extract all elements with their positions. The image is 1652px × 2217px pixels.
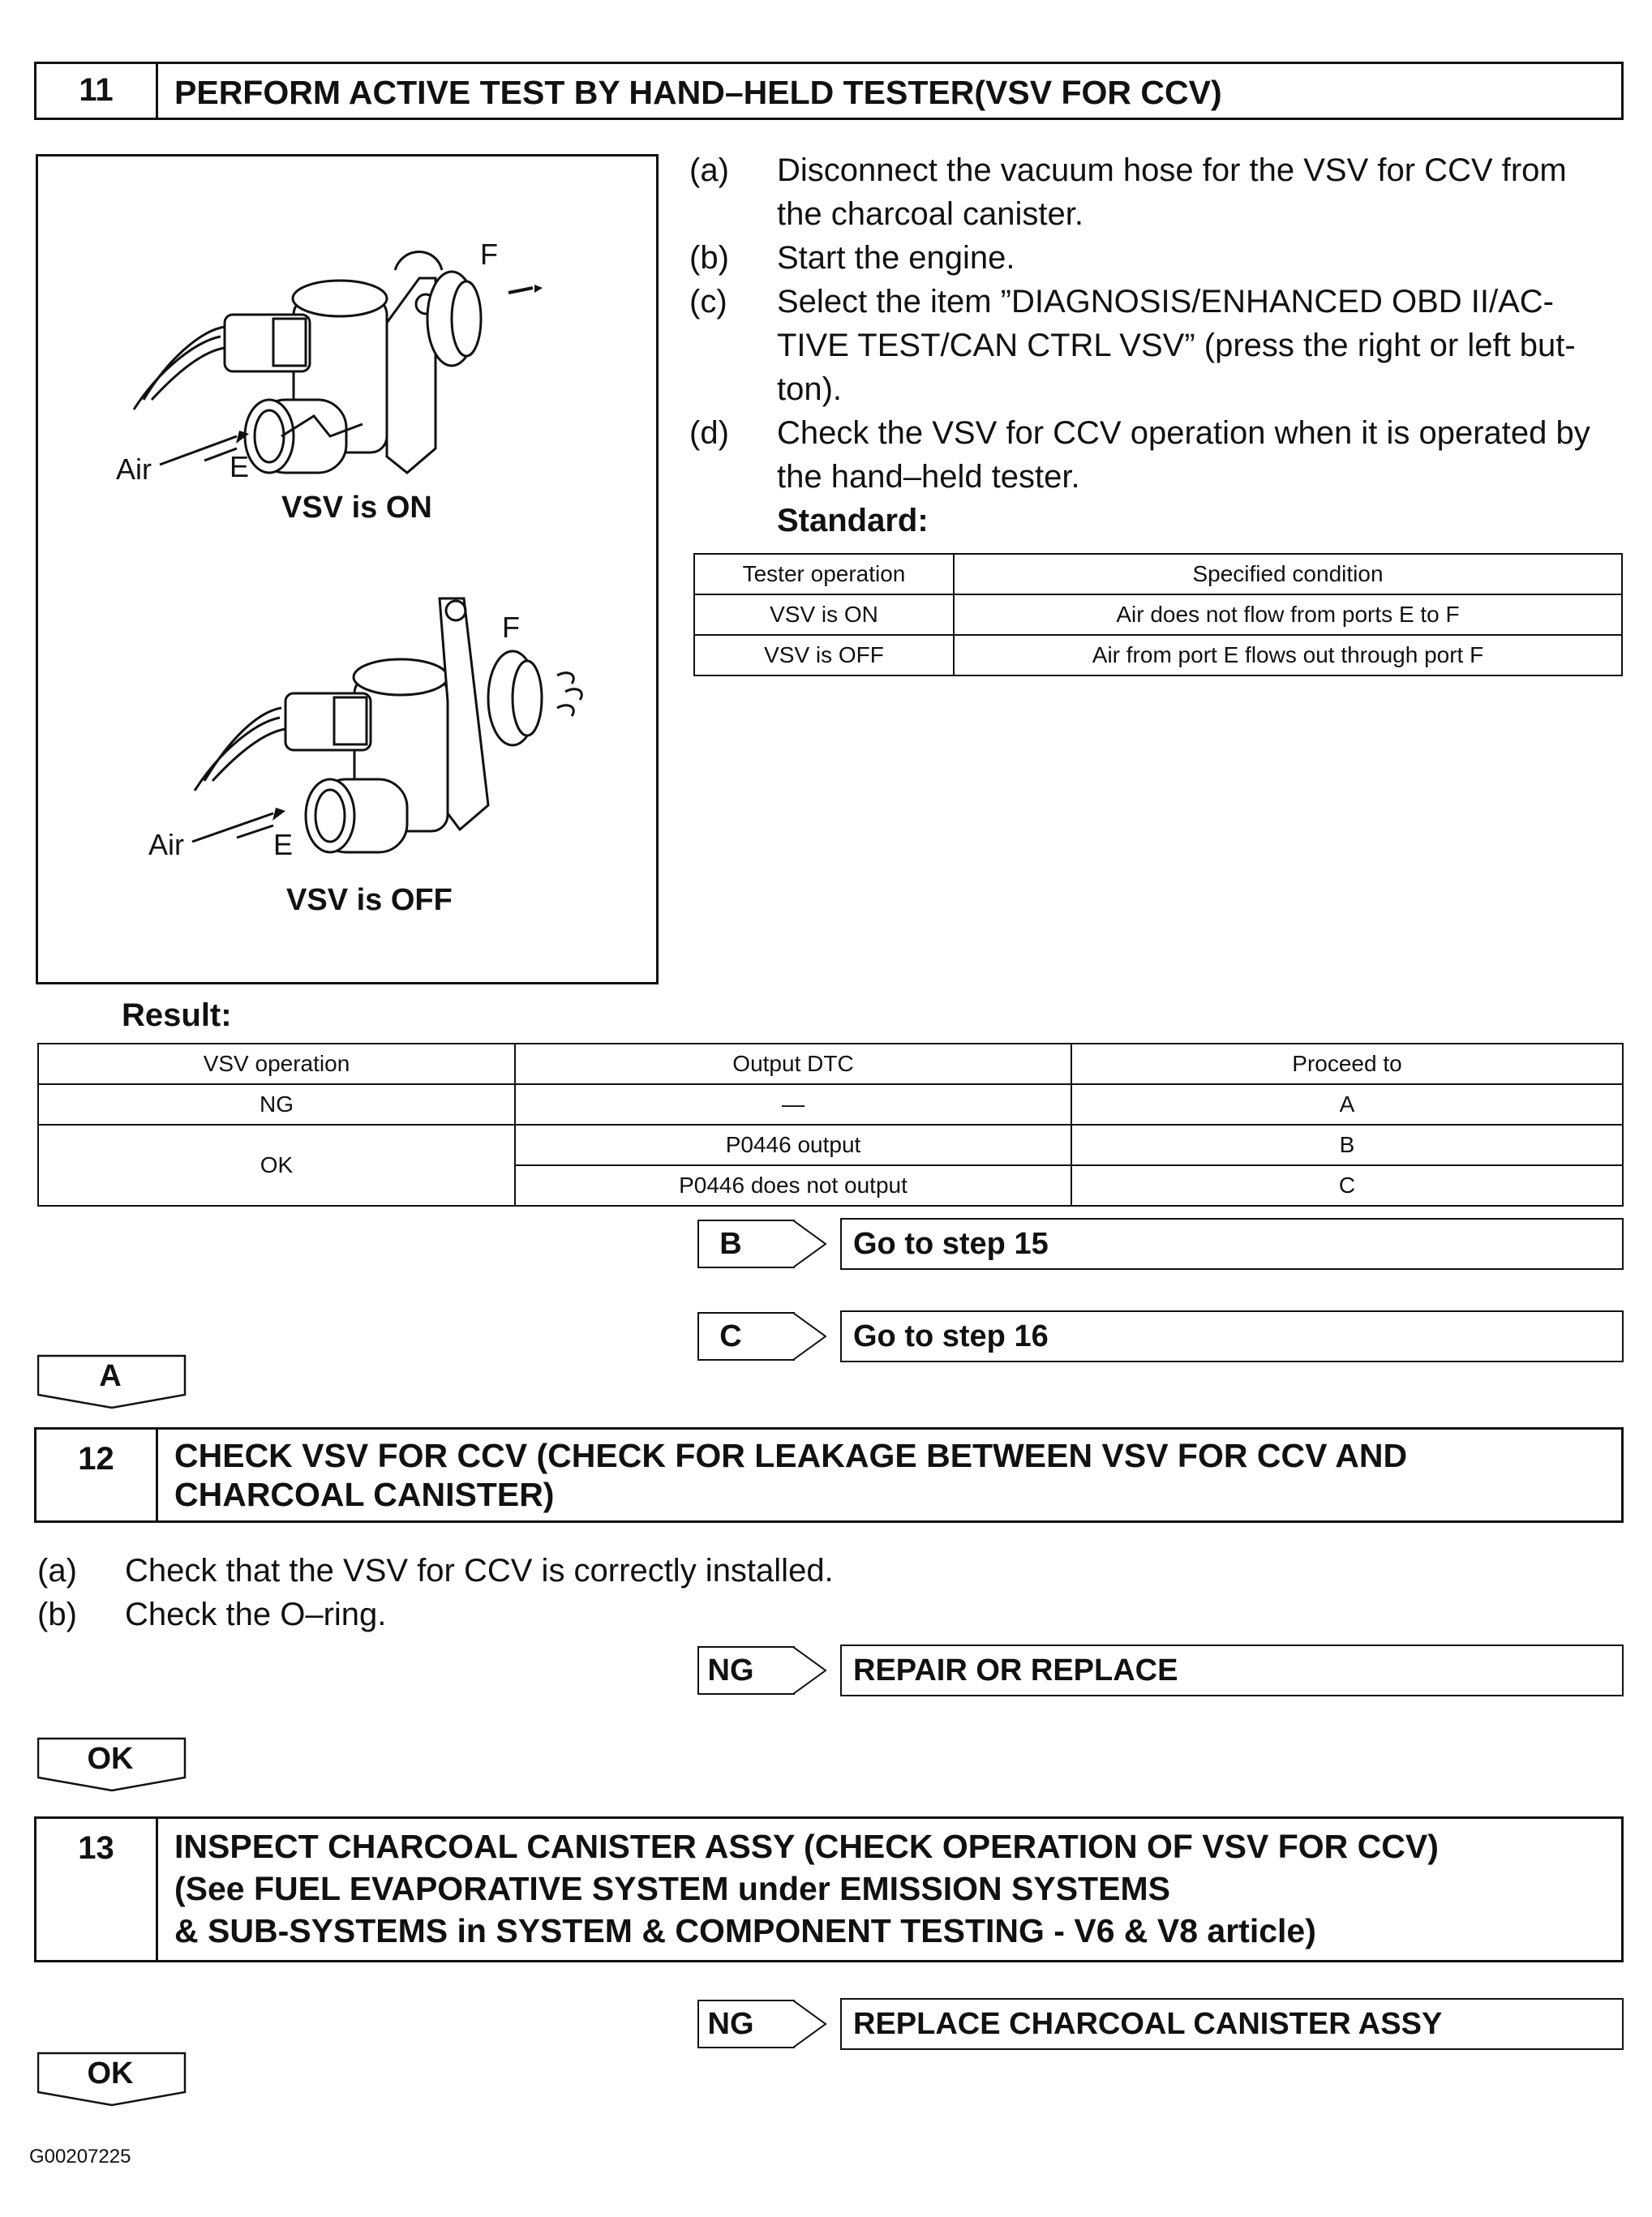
step-title-line: & SUB-SYSTEMS in SYSTEM & COMPONENT TESTING - V6 & V8 article): [174, 1912, 1316, 1949]
table-header-cell: Tester operation: [694, 554, 954, 594]
table-header-cell: Proceed to: [1071, 1044, 1623, 1084]
instruction-line: the charcoal canister.: [777, 196, 1083, 232]
branch-tag-ng[interactable]: [697, 1646, 795, 1695]
instruction-line: the hand–held tester.: [777, 459, 1080, 495]
label-f-off: F: [502, 611, 520, 644]
table-cell: VSV is ON: [694, 594, 954, 635]
instruction-line: Disconnect the vacuum hose for the VSV for CCV from: [777, 152, 1567, 188]
instruction-line: Start the engine.: [777, 240, 1015, 276]
table-cell: NG: [38, 1084, 515, 1125]
table-cell: OK: [38, 1125, 515, 1206]
caption-vsv-off: VSV is OFF: [286, 883, 453, 917]
table-header-row: [38, 1044, 1623, 1084]
go-to-step-15[interactable]: Go to step 15: [840, 1218, 1624, 1270]
branch-tag-b[interactable]: [697, 1220, 795, 1268]
table-row: [38, 1125, 1623, 1165]
step-title-line: CHECK VSV FOR CCV (CHECK FOR LEAKAGE BETWEEN VSV FOR CCV AND: [174, 1437, 1408, 1474]
table-cell: B: [1071, 1125, 1623, 1165]
instruction-text: Check that the VSV for CCV is correctly installed.: [125, 1553, 834, 1589]
branch-tag-label: NG: [707, 2006, 754, 2041]
step-number: 13: [36, 1819, 158, 1960]
table-header-row: [694, 554, 1622, 594]
branch-tag-ng-13[interactable]: [697, 2000, 795, 2048]
continue-tag-ok-13[interactable]: [37, 2052, 183, 2100]
table-row: [694, 635, 1622, 675]
table-cell: A: [1071, 1084, 1623, 1125]
table-header-cell: Specified condition: [954, 554, 1622, 594]
vsv-off-drawing: [195, 598, 581, 852]
continue-tag-label: OK: [87, 1742, 134, 1776]
step-number: 12: [36, 1430, 158, 1520]
step-13-header: [34, 1816, 1624, 1962]
step-title-line: CHARCOAL CANISTER): [174, 1476, 555, 1513]
instruction-line: ton).: [777, 371, 843, 407]
branch-tag-c[interactable]: [697, 1312, 795, 1361]
table-cell: P0446 output: [515, 1125, 1071, 1165]
result-table: [37, 1043, 1624, 1207]
branch-tag-label: B: [719, 1226, 742, 1261]
repair-or-replace[interactable]: REPAIR OR REPLACE: [840, 1645, 1624, 1696]
label-e-off: E: [273, 828, 294, 861]
caption-vsv-on: VSV is ON: [281, 491, 432, 525]
branch-tag-label: NG: [707, 1653, 754, 1687]
branch-tag-label: C: [719, 1319, 742, 1353]
go-to-step-16[interactable]: Go to step 16: [840, 1310, 1624, 1362]
vsv-on-drawing: [134, 252, 481, 474]
step-11-header: [34, 62, 1624, 120]
step-title: PERFORM ACTIVE TEST BY HAND–HELD TESTER(VSV FOR CCV): [174, 74, 1222, 111]
instruction-line: Select the item ”DIAGNOSIS/ENHANCED OBD II/AC-: [777, 284, 1554, 319]
step-title-line: INSPECT CHARCOAL CANISTER ASSY (CHECK OPERATION OF VSV FOR CCV): [174, 1828, 1439, 1865]
label-air-off: Air: [148, 828, 184, 861]
continue-tag-ok[interactable]: [37, 1737, 183, 1786]
figure-code: G00207225: [29, 2146, 131, 2168]
table-row: [38, 1084, 1623, 1125]
instruction-label: (c): [689, 284, 727, 319]
instruction-text: Check the O–ring.: [125, 1597, 387, 1632]
instruction-line: TIVE TEST/CAN CTRL VSV” (press the right or left but-: [777, 328, 1576, 363]
table-row: [694, 594, 1622, 635]
instruction-label: (d): [689, 415, 729, 451]
instruction-line: Check the VSV for CCV operation when it is operated by: [777, 415, 1590, 451]
label-e-on: E: [230, 450, 250, 483]
step-title-line: (See FUEL EVAPORATIVE SYSTEM under EMISSION SYSTEMS: [174, 1870, 1170, 1907]
instruction-label: (b): [37, 1597, 77, 1632]
label-f-on: F: [480, 238, 498, 271]
continue-tag-a[interactable]: [37, 1354, 183, 1403]
table-cell: —: [515, 1084, 1071, 1125]
standard-label: Standard:: [777, 503, 929, 538]
continue-tag-label: A: [99, 1359, 122, 1393]
table-cell: P0446 does not output: [515, 1165, 1071, 1206]
table-cell: C: [1071, 1165, 1623, 1206]
table-cell: Air from port E flows out through port F: [954, 635, 1622, 675]
standard-table: [693, 553, 1623, 676]
step-12-header: [34, 1427, 1624, 1523]
step-number: 11: [36, 64, 158, 118]
table-header-cell: Output DTC: [515, 1044, 1071, 1084]
continue-tag-label: OK: [87, 2056, 134, 2090]
table-header-cell: VSV operation: [38, 1044, 515, 1084]
instruction-label: (b): [689, 240, 729, 276]
replace-charcoal-canister[interactable]: REPLACE CHARCOAL CANISTER ASSY: [840, 1998, 1624, 2050]
instruction-label: (a): [37, 1553, 77, 1589]
vsv-figure: [36, 154, 659, 984]
table-cell: Air does not flow from ports E to F: [954, 594, 1622, 635]
table-cell: VSV is OFF: [694, 635, 954, 675]
result-label: Result:: [122, 997, 232, 1033]
vsv-illustration: [38, 157, 656, 982]
instruction-label: (a): [689, 152, 729, 188]
label-air-on: Air: [116, 452, 152, 486]
